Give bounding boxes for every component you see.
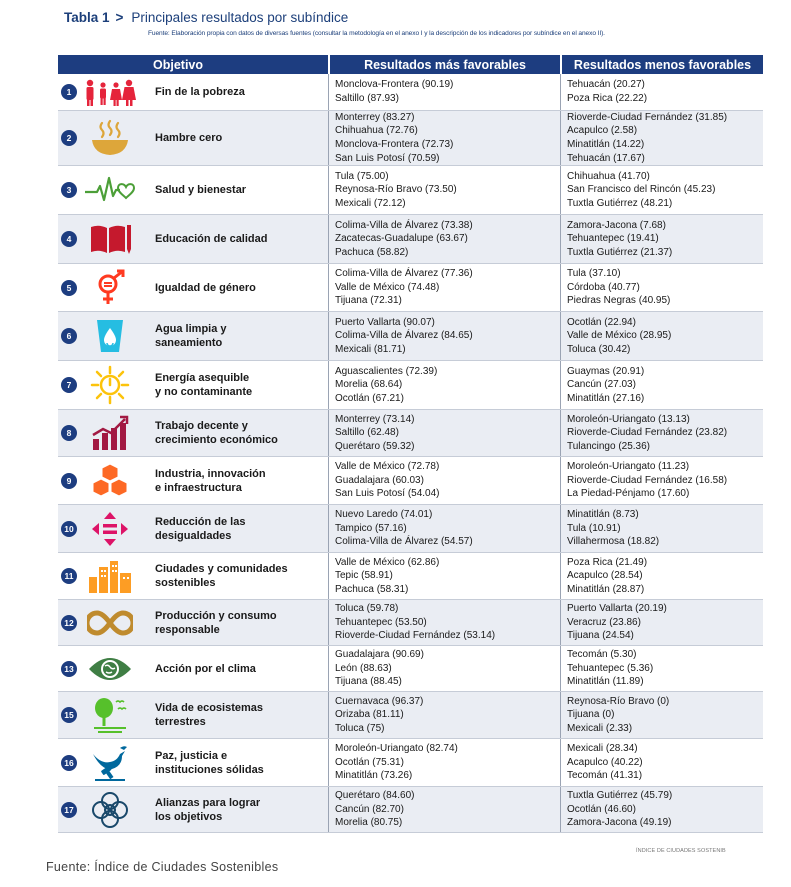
unfavorable-result: Tehuacán (17.67) — [567, 152, 645, 164]
favorable-results-cell — [328, 646, 560, 691]
objective-name-line: Salud y bienestar — [155, 184, 247, 196]
unfavorable-results-cell — [560, 505, 763, 552]
unfavorable-results-cell — [560, 787, 763, 832]
objective-cell — [58, 264, 328, 311]
table-row — [58, 410, 763, 457]
unfavorable-result: Minatitlán (11.89) — [567, 676, 644, 688]
goal-number-badge: 2 — [61, 130, 77, 146]
table-row — [58, 361, 763, 410]
objective-name-line: Producción y consumo — [155, 609, 277, 622]
table-body — [58, 74, 763, 833]
favorable-result: Tampico (57.16) — [335, 522, 407, 534]
favorable-result: Toluca (75) — [335, 722, 385, 734]
table-row — [58, 312, 763, 361]
favorable-result: Tepic (58.91) — [335, 570, 393, 582]
goal-number-badge: 10 — [61, 521, 77, 537]
unfavorable-result: Córdoba (40.77) — [567, 281, 640, 293]
favorable-results-cell — [328, 553, 560, 599]
goal-number-badge: 13 — [61, 661, 77, 677]
unfavorable-result: Minatitlán (14.22) — [567, 139, 645, 150]
unfavorable-result: Acapulco (2.58) — [567, 125, 638, 137]
favorable-results-cell — [328, 457, 560, 504]
unfavorable-results-cell — [560, 74, 763, 110]
favorable-result: Toluca (59.78) — [335, 603, 399, 615]
objective-cell — [58, 553, 328, 599]
objective-name-line: Reducción de las — [155, 515, 246, 528]
unfavorable-result: Puerto Vallarta (20.19) — [567, 603, 667, 615]
favorable-results-cell — [328, 215, 560, 263]
unfavorable-result: Tijuana (24.54) — [567, 630, 634, 642]
objective-name-line: instituciones sólidas — [155, 763, 264, 776]
unfavorable-result: Tulancingo (25.36) — [567, 440, 651, 452]
column-header-favorable: Resultados más favorables — [328, 55, 560, 74]
table-row — [58, 739, 763, 787]
favorable-result: Valle de México (74.48) — [335, 281, 440, 293]
objective-name — [155, 281, 325, 295]
favorable-result: Valle de México (72.78) — [335, 461, 440, 473]
favorable-result: Querétaro (59.32) — [335, 440, 415, 452]
objective-name-line: Alianzas para lograr — [155, 796, 261, 809]
unfavorable-result: Zamora-Jacona (7.68) — [567, 219, 666, 231]
goal-number-badge: 15 — [61, 707, 77, 723]
unfavorable-result: Villahermosa (18.82) — [567, 536, 660, 548]
goal-number-badge: 16 — [61, 755, 77, 771]
objective-name — [155, 322, 325, 350]
favorable-results-cell — [328, 692, 560, 738]
favorable-result: Pachuca (58.31) — [335, 583, 409, 595]
unfavorable-result: Ocotlán (46.60) — [567, 803, 636, 815]
unfavorable-results-cell — [560, 111, 763, 165]
favorable-result: San Luis Potosí (54.04) — [335, 488, 440, 500]
objective-name — [155, 609, 325, 637]
favorable-results-cell — [328, 111, 560, 165]
objective-name-line: desigualdades — [155, 529, 232, 542]
goal-number-badge: 9 — [61, 473, 77, 489]
objective-name-line: Ciudades y comunidades — [155, 563, 288, 575]
unfavorable-result: Moroleón-Uriangato (13.13) — [567, 413, 690, 425]
unfavorable-results-cell — [560, 361, 763, 409]
favorable-results-cell — [328, 264, 560, 311]
unfavorable-result: Rioverde-Ciudad Fernández (23.82) — [567, 427, 728, 439]
unfavorable-results-cell — [560, 692, 763, 738]
objective-cell — [58, 600, 328, 645]
objective-name-line: Industria, innovación — [155, 467, 266, 480]
unfavorable-results-cell — [560, 457, 763, 504]
favorable-result: Tehuantepec (53.50) — [335, 616, 427, 628]
infinity-loop-icon — [83, 603, 137, 643]
table-row — [58, 646, 763, 692]
goal-number-badge: 8 — [61, 425, 77, 441]
table-row — [58, 787, 763, 833]
objective-cell — [58, 692, 328, 738]
objective-name-line: e infraestructura — [155, 481, 242, 494]
table-row — [58, 74, 763, 111]
favorable-result: Zacatecas-Guadalupe (63.67) — [335, 233, 468, 245]
book-pencil-icon — [83, 219, 137, 259]
favorable-result: Guadalajara (60.03) — [335, 474, 424, 486]
objective-name — [155, 515, 325, 543]
tree-birds-icon — [83, 695, 137, 735]
favorable-results-cell — [328, 600, 560, 645]
unfavorable-result: Tula (37.10) — [567, 268, 621, 280]
unfavorable-result: La Piedad-Pénjamo (17.60) — [567, 488, 690, 500]
objective-name-line: Paz, justicia e — [155, 749, 228, 762]
favorable-result: Pachuca (58.82) — [335, 246, 409, 258]
favorable-results-cell — [328, 505, 560, 552]
objective-name-line: Agua limpia y — [155, 323, 227, 335]
unfavorable-result: Rioverde-Ciudad Fernández (31.85) — [567, 111, 728, 123]
unfavorable-result: Veracruz (23.86) — [567, 616, 641, 628]
unfavorable-result: Minatitlán (27.16) — [567, 392, 645, 404]
table-row — [58, 215, 763, 264]
objective-cell — [58, 166, 328, 214]
footer-source: Fuente: Índice de Ciudades Sostenibles — [46, 860, 279, 874]
table-row — [58, 457, 763, 505]
city-buildings-icon — [83, 556, 137, 596]
unfavorable-results-cell — [560, 600, 763, 645]
unfavorable-result: Reynosa-Río Bravo (0) — [567, 695, 670, 707]
unfavorable-result: Minatitlán (28.87) — [567, 583, 645, 595]
objective-name-line: Hambre cero — [155, 132, 223, 144]
goal-number-badge: 11 — [61, 568, 77, 584]
objective-name-line: responsable — [155, 623, 220, 636]
people-family-icon — [83, 72, 137, 112]
source-note: Fuente: Elaboración propia con datos de diversas fuentes (consultar la metodología en el anexo I y la descripción de los indicadores por subíndice en el anexo II). — [148, 30, 605, 37]
table-row — [58, 264, 763, 312]
table-header — [58, 55, 763, 74]
objective-cell — [58, 410, 328, 456]
table-title: Principales resultados por subíndice — [131, 10, 349, 25]
favorable-result: Cancún (82.70) — [335, 803, 404, 815]
table-row — [58, 111, 763, 166]
favorable-result: Monterrey (73.14) — [335, 413, 415, 425]
objective-name — [155, 371, 325, 399]
favorable-result: Colima-Villa de Álvarez (77.36) — [335, 268, 473, 280]
table-row — [58, 505, 763, 553]
objective-cell — [58, 312, 328, 360]
favorable-result: Rioverde-Ciudad Fernández (53.14) — [335, 630, 496, 642]
sun-power-icon — [83, 365, 137, 405]
chevron-right-icon: > — [115, 10, 124, 25]
unfavorable-results-cell — [560, 553, 763, 599]
unfavorable-result: Acapulco (28.54) — [567, 570, 643, 582]
unfavorable-result: Cancún (27.03) — [567, 379, 636, 391]
objective-name-line: Educación de calidad — [155, 233, 268, 245]
results-table — [58, 55, 763, 833]
objective-name — [155, 85, 325, 99]
objective-name-line: saneamiento — [155, 337, 223, 349]
objective-name-line: Igualdad de género — [155, 281, 256, 294]
favorable-result: Saltillo (62.48) — [335, 427, 399, 439]
objective-name-line: Vida de ecosistemas — [155, 702, 264, 714]
favorable-result: Chihuahua (72.76) — [335, 125, 418, 137]
growth-bars-icon — [83, 413, 137, 453]
favorable-result: Querétaro (84.60) — [335, 790, 415, 802]
goal-number-badge: 3 — [61, 182, 77, 198]
objective-name — [155, 662, 325, 676]
watermark: ÍNDICE DE CIUDADES SOSTENIB — [636, 848, 726, 854]
favorable-result: Monclova-Frontera (72.73) — [335, 139, 454, 150]
table-caption — [64, 10, 764, 37]
objective-name — [155, 796, 325, 824]
heartbeat-icon — [83, 170, 137, 210]
favorable-result: Valle de México (62.86) — [335, 556, 440, 568]
favorable-result: Tijuana (72.31) — [335, 295, 402, 307]
table-row — [58, 166, 763, 215]
goal-number-badge: 6 — [61, 328, 77, 344]
unfavorable-result: Tehuacán (20.27) — [567, 79, 645, 91]
favorable-result: Minatitlán (73.26) — [335, 770, 413, 782]
favorable-result: Colima-Villa de Álvarez (73.38) — [335, 219, 473, 231]
favorable-result: Colima-Villa de Álvarez (84.65) — [335, 330, 473, 342]
objective-name — [155, 701, 325, 729]
objective-cell — [58, 215, 328, 263]
favorable-result: Mexicali (72.12) — [335, 197, 406, 209]
objective-cell — [58, 74, 328, 110]
favorable-result: Moroleón-Uriangato (82.74) — [335, 743, 458, 755]
unfavorable-results-cell — [560, 646, 763, 691]
favorable-result: Nuevo Laredo (74.01) — [335, 509, 433, 521]
unfavorable-result: Zamora-Jacona (49.19) — [567, 817, 672, 829]
objective-name — [155, 467, 325, 495]
objective-name-line: terrestres — [155, 716, 206, 728]
favorable-result: Reynosa-Río Bravo (73.50) — [335, 184, 457, 196]
favorable-result: Ocotlán (75.31) — [335, 756, 404, 768]
favorable-result: Ocotlán (67.21) — [335, 392, 404, 404]
column-header-unfavorable: Resultados menos favorables — [560, 55, 763, 74]
unfavorable-result: Tuxtla Gutiérrez (48.21) — [567, 197, 673, 209]
favorable-result: Guadalajara (90.69) — [335, 649, 424, 661]
unfavorable-result: Tuxtla Gutiérrez (45.79) — [567, 790, 673, 802]
unfavorable-result: Mexicali (2.33) — [567, 722, 633, 734]
favorable-result: Saltillo (87.93) — [335, 93, 399, 104]
unfavorable-result: Tijuana (0) — [567, 709, 615, 721]
unfavorable-result: Guaymas (20.91) — [567, 365, 645, 377]
favorable-result: Mexicali (81.71) — [335, 343, 406, 355]
favorable-results-cell — [328, 166, 560, 214]
unfavorable-result: Toluca (30.42) — [567, 343, 631, 355]
unfavorable-result: Tecomán (41.31) — [567, 770, 643, 782]
objective-cell — [58, 457, 328, 504]
objective-name — [155, 183, 325, 197]
objective-cell — [58, 361, 328, 409]
unfavorable-results-cell — [560, 312, 763, 360]
objective-name-line: Fin de la pobreza — [155, 86, 245, 98]
objective-name — [155, 562, 325, 590]
unfavorable-results-cell — [560, 215, 763, 263]
table-row — [58, 553, 763, 600]
goal-number-badge: 5 — [61, 280, 77, 296]
water-drop-glass-icon — [83, 316, 137, 356]
unfavorable-result: Tuxtla Gutiérrez (21.37) — [567, 246, 673, 258]
unfavorable-result: Acapulco (40.22) — [567, 756, 643, 768]
unfavorable-results-cell — [560, 166, 763, 214]
unfavorable-result: Tula (10.91) — [567, 522, 621, 534]
unfavorable-result: Chihuahua (41.70) — [567, 170, 650, 182]
goal-number-badge: 17 — [61, 802, 77, 818]
unfavorable-result: Poza Rica (22.22) — [567, 93, 648, 104]
favorable-results-cell — [328, 739, 560, 786]
unfavorable-result: Valle de México (28.95) — [567, 330, 672, 342]
favorable-results-cell — [328, 787, 560, 832]
favorable-results-cell — [328, 312, 560, 360]
unfavorable-result: Piedras Negras (40.95) — [567, 295, 671, 307]
favorable-result: Puerto Vallarta (90.07) — [335, 316, 435, 328]
favorable-result: Monclova-Frontera (90.19) — [335, 79, 454, 91]
unfavorable-result: Tecomán (5.30) — [567, 649, 637, 661]
unfavorable-result: Ocotlán (22.94) — [567, 316, 636, 328]
objective-cell — [58, 787, 328, 832]
objective-cell — [58, 505, 328, 552]
favorable-result: Cuernavaca (96.37) — [335, 695, 424, 707]
unfavorable-result: Tehuantepec (5.36) — [567, 662, 654, 674]
objective-cell — [58, 646, 328, 691]
unfavorable-results-cell — [560, 739, 763, 786]
table-row — [58, 600, 763, 646]
favorable-result: Colima-Villa de Álvarez (54.57) — [335, 536, 473, 548]
food-bowl-icon — [83, 118, 137, 158]
unfavorable-result: Tehuantepec (19.41) — [567, 233, 659, 245]
gender-symbol-icon — [83, 268, 137, 308]
objective-name-line: Acción por el clima — [155, 662, 256, 675]
column-header-objective: Objetivo — [153, 57, 204, 72]
objective-name-line: crecimiento económico — [155, 434, 278, 446]
dove-gavel-icon — [83, 743, 137, 783]
unfavorable-results-cell — [560, 264, 763, 311]
objective-name — [155, 232, 325, 246]
objective-name-line: sostenibles — [155, 577, 216, 589]
favorable-result: Orizaba (81.11) — [335, 709, 404, 721]
objective-name — [155, 749, 325, 777]
goal-number-badge: 7 — [61, 377, 77, 393]
goal-number-badge: 12 — [61, 615, 77, 631]
table-row — [58, 692, 763, 739]
favorable-result: Monterrey (83.27) — [335, 111, 415, 123]
unfavorable-results-cell — [560, 410, 763, 456]
favorable-result: San Luis Potosí (70.59) — [335, 152, 440, 164]
unfavorable-result: Poza Rica (21.49) — [567, 556, 648, 568]
stacked-cubes-icon — [83, 461, 137, 501]
objective-name-line: Trabajo decente y — [155, 420, 248, 432]
table-label: Tabla 1 — [64, 10, 110, 25]
favorable-results-cell — [328, 410, 560, 456]
unfavorable-result: Minatitlán (8.73) — [567, 509, 639, 521]
favorable-result: Morelia (80.75) — [335, 817, 403, 829]
favorable-result: Aguascalientes (72.39) — [335, 365, 438, 377]
objective-name-line: los objetivos — [155, 810, 223, 823]
favorable-result: Tijuana (88.45) — [335, 676, 402, 688]
unfavorable-result: Mexicali (28.34) — [567, 743, 638, 755]
favorable-result: Tula (75.00) — [335, 170, 389, 182]
goal-number-badge: 4 — [61, 231, 77, 247]
favorable-result: León (88.63) — [335, 662, 392, 674]
favorable-results-cell — [328, 74, 560, 110]
favorable-result: Morelia (68.64) — [335, 379, 403, 391]
goal-number-badge: 1 — [61, 84, 77, 100]
objective-cell — [58, 739, 328, 786]
objective-name — [155, 131, 325, 145]
objective-name-line: y no contaminante — [155, 386, 253, 398]
objective-name — [155, 419, 325, 447]
reduced-inequality-icon — [83, 509, 137, 549]
earth-eye-icon — [83, 649, 137, 689]
unfavorable-result: Rioverde-Ciudad Fernández (16.58) — [567, 474, 728, 486]
unfavorable-result: San Francisco del Rincón (45.23) — [567, 184, 716, 196]
objective-cell — [58, 111, 328, 165]
partnership-flower-icon — [83, 790, 137, 830]
objective-name-line: Energía asequible — [155, 372, 250, 384]
favorable-results-cell — [328, 361, 560, 409]
unfavorable-result: Moroleón-Uriangato (11.23) — [567, 461, 690, 473]
